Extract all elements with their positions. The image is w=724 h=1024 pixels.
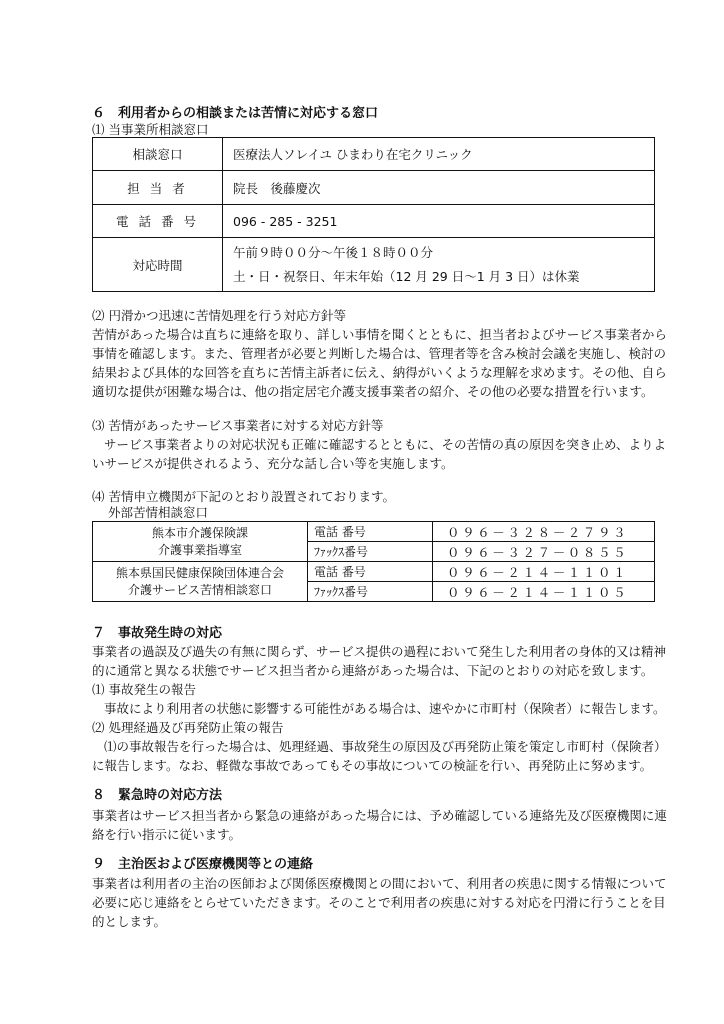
section-9-title: ９ 主治医および医療機関等との連絡	[92, 857, 314, 872]
section-6-sub4: ⑷ 苦情申立機関が下記のとおり設置されております。	[92, 489, 395, 504]
org-kumamoto-pref	[93, 562, 308, 602]
label-consultation: 相談窓口	[93, 138, 223, 171]
paragraph-line: に報告します。なお、軽微な事故であってもその事故についての検証を行い、再発防止に努めます。	[92, 758, 653, 773]
value-person: 院長 後藤慶次	[223, 171, 655, 205]
section-6-title: ６ 利用者からの相談または苦情に対応する窓口	[92, 106, 379, 121]
section-8-title: ８ 緊急時の対応方法	[92, 788, 223, 803]
org-dept: 介護事業指導室	[157, 542, 242, 557]
value-hours	[223, 238, 655, 292]
table-row	[93, 562, 655, 582]
paragraph-line: 適切な提供が困難な場合は、他の指定居宅介護支援事業者の紹介、その他の必要な措置を行います。	[92, 384, 654, 399]
table-row	[93, 205, 655, 238]
paragraph-line: 事業者の過誤及び過失の有無に関らず、サービス提供の過程において発生した利用者の身体的又は精神	[92, 644, 667, 659]
label-hours: 対応時間	[93, 238, 223, 292]
tel-label: 電話 番号	[308, 562, 433, 582]
table-row	[93, 171, 655, 205]
org-dept: 介護サービス苦情相談窓口	[127, 582, 272, 597]
section-7-sub2: ⑵ 処理経過及び再発防止策の報告	[92, 720, 284, 735]
table-row	[93, 522, 655, 542]
fax-label: ﾌｧｯｸｽ番号	[308, 582, 433, 602]
paragraph-line: いサービスが提供されるよう、充分な話し合い等を実施します。	[92, 456, 454, 471]
paragraph-line: 的とします。	[92, 914, 167, 929]
tel-label: 電話 番号	[308, 522, 433, 542]
external-window-label: 外部苦情相談窓口	[108, 505, 209, 520]
paragraph-line: 事故により利用者の状態に影響する可能性がある場合は、速やかに市町村（保険者）に報告します。	[104, 701, 666, 716]
label-phone: 電 話 番 号	[93, 205, 223, 238]
table-row	[93, 138, 655, 171]
section-6-sub3: ⑶ 苦情があったサービス事業者に対する対応方針等	[92, 418, 384, 433]
org-name: 熊本県国民健康保険団体連合会	[115, 565, 284, 580]
hours-text: 午前９時００分～午後１８時００分	[233, 244, 434, 260]
fax-number: ０９６－２１４－１１０５	[433, 582, 655, 602]
holiday-text: 土・日・祝祭日、年末年始（12 月 29 日～1 月 3 日）は休業	[233, 268, 580, 284]
external-contact-table	[92, 521, 655, 602]
fax-label: ﾌｧｯｸｽ番号	[308, 542, 433, 562]
paragraph-line: ⑴の事故報告を行った場合は、処理経過、事故発生の原因及び再発防止策を策定し市町村（保険者）	[104, 739, 667, 754]
value-consultation: 医療法人ソレイユ ひまわり在宅クリニック	[223, 138, 655, 171]
paragraph-line: 苦情があった場合は直ちに連絡を取り、詳しい事情を聞くとともに、担当者およびサービス事業者から	[92, 327, 667, 342]
org-kumamoto-city	[93, 522, 308, 562]
value-phone: 096 - 285 - 3251	[223, 205, 655, 238]
paragraph-line: サービス事業者よりの対応状況も正確に確認するとともに、その苦情の真の原因を突き止め、よりよ	[104, 437, 667, 452]
section-7-title: ７ 事故発生時の対応	[92, 626, 223, 641]
paragraph-line: 必要に応じ連絡をとらせていただきます。そのことで利用者の疾患に対する対応を円滑に行うことを目	[92, 895, 666, 910]
consultation-table	[92, 137, 655, 292]
paragraph-line: 絡を行い指示に従います。	[92, 827, 242, 842]
section-6-sub2: ⑵ 円滑かつ迅速に苦情処理を行う対応方針等	[92, 308, 346, 323]
fax-number: ０９６－３２７－０８５５	[433, 542, 655, 562]
section-6-sub1: ⑴ 当事業所相談窓口	[92, 122, 209, 137]
org-name: 熊本市介護保険課	[151, 525, 248, 540]
tel-number: ０９６－２１４－１１０１	[433, 562, 655, 582]
table-row	[93, 238, 655, 292]
label-person: 担 当 者	[93, 171, 223, 205]
paragraph-line: 的に通常と異なる状態でサービス担当者から連絡があった場合は、下記のとおりの対応を致します。	[92, 663, 654, 678]
paragraph-line: 事業者はサービス担当者から緊急の連絡があった場合には、予め確認している連絡先及び医療機関に連	[92, 808, 667, 823]
tel-number: ０９６－３２８－２７９３	[433, 522, 655, 542]
paragraph-line: 事業者は利用者の主治の医師および関係医療機関との間において、利用者の疾患に関する情報について	[92, 876, 667, 891]
paragraph-line: 事情を確認します。また、管理者が必要と判断した場合は、管理者等を含み検討会議を実施し、検討の	[92, 346, 667, 361]
section-7-sub1: ⑴ 事故発生の報告	[92, 682, 196, 697]
paragraph-line: 結果および具体的な回答を直ちに苦情主訴者に伝え、納得がいくような理解を求めます。その他、自ら	[92, 365, 667, 380]
